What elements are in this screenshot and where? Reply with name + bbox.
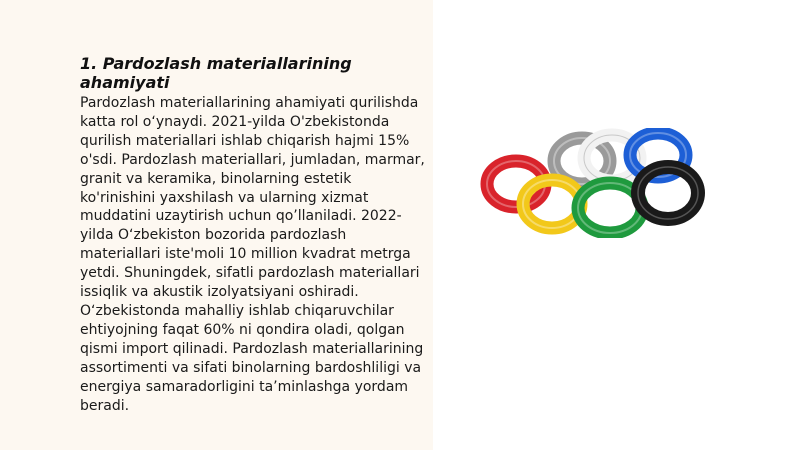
slide-title: 1. Pardozlash materiallarining ahamiyati [80, 54, 352, 92]
wire-coils-image [478, 128, 713, 238]
slide-body-text: Pardozlash materiallarining ahamiyati qurilishda katta rol oʻynaydi. 2021-yilda O'zbekistonda qurilish materiallari ishlab chiqarish hajmi 15% o'sdi. Pardozlash materiallari, jumladan, marmar, granit va keramika, binolarning estetik ko'rinishini yaxshilash va ularning xizmat muddatini uzaytirish uchun qo’llaniladi. 2022-yilda Oʻzbekiston bozorida pardozlash materiallari iste'moli 10 million kvadrat metrga yetdi. Shuningdek, sifatli pardozlash materiallari issiqlik va akustik izolyatsiyani oshiradi. Oʻzbekistonda mahalliy ishlab chiqaruvchilar ehtiyojning faqat 60% ni qondira oladi, qolgan qismi import qilinadi. Pardozlash materiallarining assortimenti va sifati binolarning bardoshliligi va energiya samaradorligini ta’minlashga yordam beradi. [80, 95, 425, 414]
